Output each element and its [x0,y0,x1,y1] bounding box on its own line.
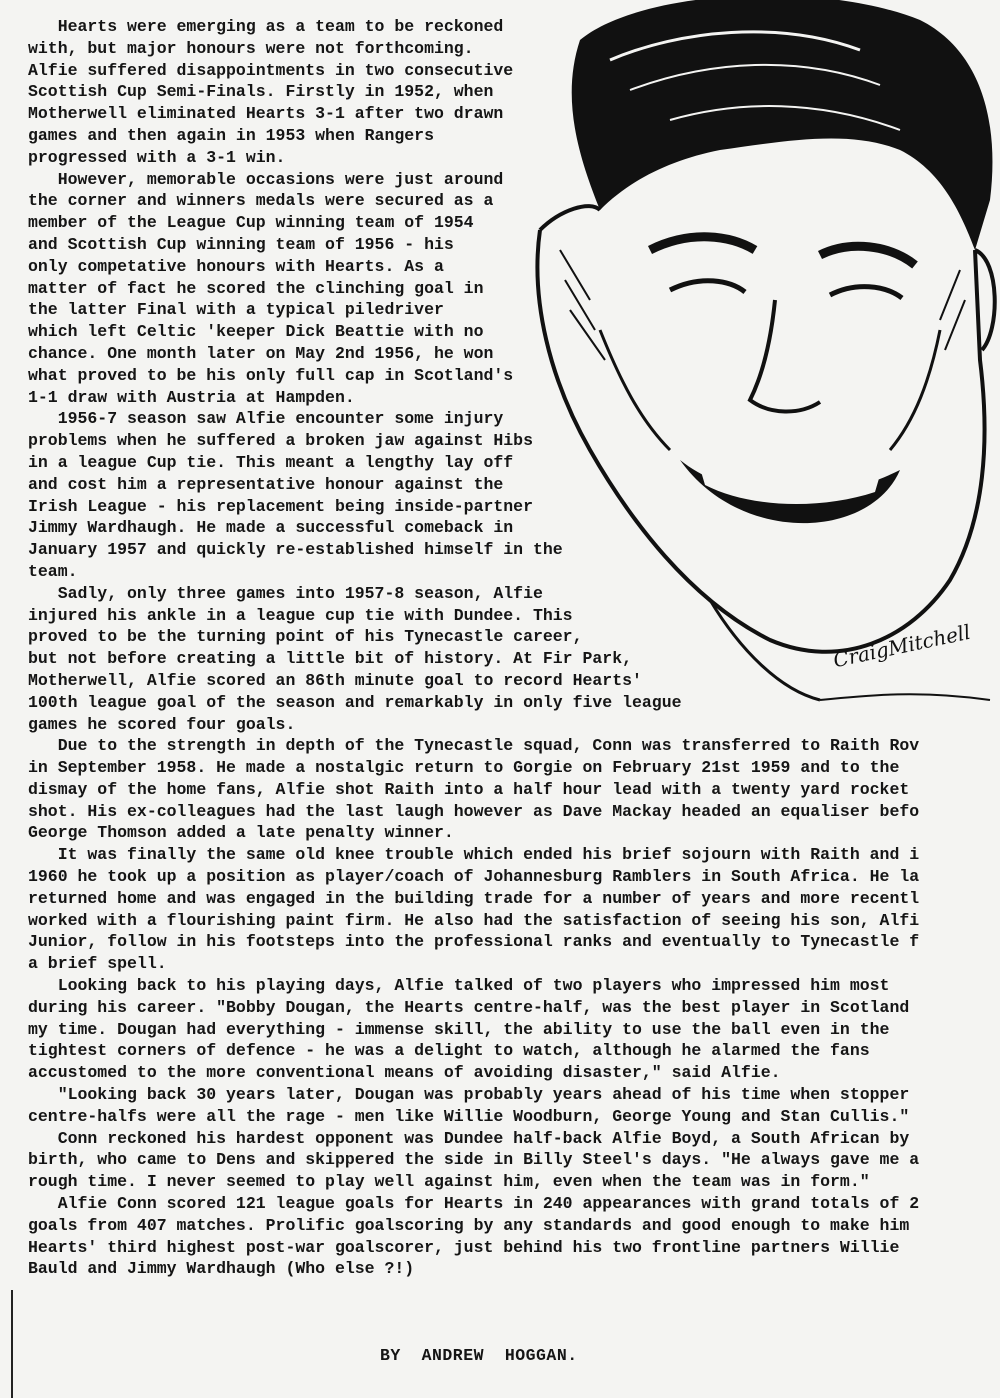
article-line: in September 1958. He made a nostalgic return to Gorgie on February 21st 1959 and to the [28,758,900,778]
article-line: It was finally the same old knee trouble which ended his brief sojourn with Raith and i [28,845,920,865]
article-line: shot. His ex-colleagues had the last laugh however as Dave Mackay headed an equaliser befo [28,801,920,821]
article-line: member of the League Cup winning team of 1954 [28,213,474,233]
article-line: Hearts' third highest post-war goalscorer, just behind his two frontline partners Willie [28,1237,900,1257]
article-line: the corner and winners medals were secured as a [28,191,494,211]
article-line: 1960 he took up a position as player/coach of Johannesburg Ramblers in South Africa. He la [28,867,920,887]
article-line: returned home and was engaged in the building trade for a number of years and more recentl [28,888,920,908]
article-line: dismay of the home fans, Alfie shot Raith into a half hour lead with a twenty yard rocket [28,779,910,799]
article-line: Motherwell, Alfie scored an 86th minute goal to record Hearts' [28,670,642,690]
article-line: goals from 407 matches. Prolific goalscoring by any standards and good enough to make him [28,1215,910,1235]
article-body [28,16,1000,1280]
article-line: worked with a flourishing paint firm. He also had the satisfaction of seeing his son, Alfi [28,910,920,930]
article-line: which left Celtic 'keeper Dick Beattie with no [28,322,484,342]
article-line: Sadly, only three games into 1957-8 season, Alfie [28,583,543,603]
article-line: However, memorable occasions were just around [28,169,504,189]
article-line: the latter Final with a typical piledriver [28,300,444,320]
article-line: Alfie suffered disappointments in two consecutive [28,60,514,80]
article-line: Junior, follow in his footsteps into the professional ranks and eventually to Tynecastle f [28,932,920,952]
article-line: in a league Cup tie. This meant a lengthy lay off [28,452,514,472]
article-line: team. [28,561,78,581]
margin-rule [11,1290,13,1398]
article-line: 1-1 draw with Austria at Hampden. [28,387,355,407]
author-byline: BY ANDREW HOGGAN. [380,1346,578,1365]
artist-signature: CraigMitchell [831,619,973,673]
article-line: and cost him a representative honour against the [28,474,504,494]
article-line: proved to be the turning point of his Tynecastle career, [28,627,583,647]
article-line: Due to the strength in depth of the Tynecastle squad, Conn was transferred to Raith Rov [28,736,920,756]
article-line: matter of fact he scored the clinching goal in [28,278,484,298]
article-line: 1956-7 season saw Alfie encounter some injury [28,409,504,429]
article-line: centre-halfs were all the rage - men like Willie Woodburn, George Young and Stan Cullis." [28,1106,910,1126]
article-line: games and then again in 1953 when Rangers [28,125,434,145]
article-line: Irish League - his replacement being inside-partner [28,496,533,516]
article-line: chance. One month later on May 2nd 1956, he won [28,343,494,363]
article-line: Bauld and Jimmy Wardhaugh (Who else ?!) [28,1259,415,1279]
article-line: Looking back to his playing days, Alfie talked of two players who impressed him most [28,976,890,996]
article-line: Scottish Cup Semi-Finals. Firstly in 1952, when [28,82,494,102]
article-line: what proved to be his only full cap in Scotland's [28,365,514,385]
article-line: only competative honours with Hearts. As a [28,256,444,276]
article-line: games he scored four goals. [28,714,296,734]
article-line: a brief spell. [28,954,167,974]
article-line: accustomed to the more conventional means of avoiding disaster," said Alfie. [28,1063,781,1083]
article-line: Motherwell eliminated Hearts 3-1 after two drawn [28,104,504,124]
article-line: problems when he suffered a broken jaw against Hibs [28,431,533,451]
article-line: Conn reckoned his hardest opponent was Dundee half-back Alfie Boyd, a South African by [28,1128,910,1148]
article-line: progressed with a 3-1 win. [28,147,286,167]
article-line: Hearts were emerging as a team to be reckoned [28,17,504,36]
article-line: Alfie Conn scored 121 league goals for Hearts in 240 appearances with grand totals of 2 [28,1194,920,1214]
article-line: injured his ankle in a league cup tie with Dundee. This [28,605,573,625]
article-line: birth, who came to Dens and skippered the side in Billy Steel's days. "He always gave me a [28,1150,920,1170]
article-line: George Thomson added a late penalty winner. [28,823,454,843]
article-line: tightest corners of defence - he was a delight to watch, although he alarmed the fans [28,1041,870,1061]
article-line: but not before creating a little bit of history. At Fir Park, [28,649,632,669]
article-line: January 1957 and quickly re-established himself in the [28,540,563,560]
article-line: my time. Dougan had everything - immense skill, the ability to use the ball even in the [28,1019,890,1039]
article-line: 100th league goal of the season and remarkably in only five league [28,692,682,712]
article-line: during his career. "Bobby Dougan, the Hearts centre-half, was the best player in Scotland [28,997,910,1017]
article-line: "Looking back 30 years later, Dougan was probably years ahead of his time when stopper [28,1085,910,1105]
article-line: with, but major honours were not forthcoming. [28,38,474,58]
article-line: rough time. I never seemed to play well against him, even when the team was in form." [28,1172,870,1192]
article-line: and Scottish Cup winning team of 1956 - his [28,234,454,254]
article-line: Jimmy Wardhaugh. He made a successful comeback in [28,518,514,538]
